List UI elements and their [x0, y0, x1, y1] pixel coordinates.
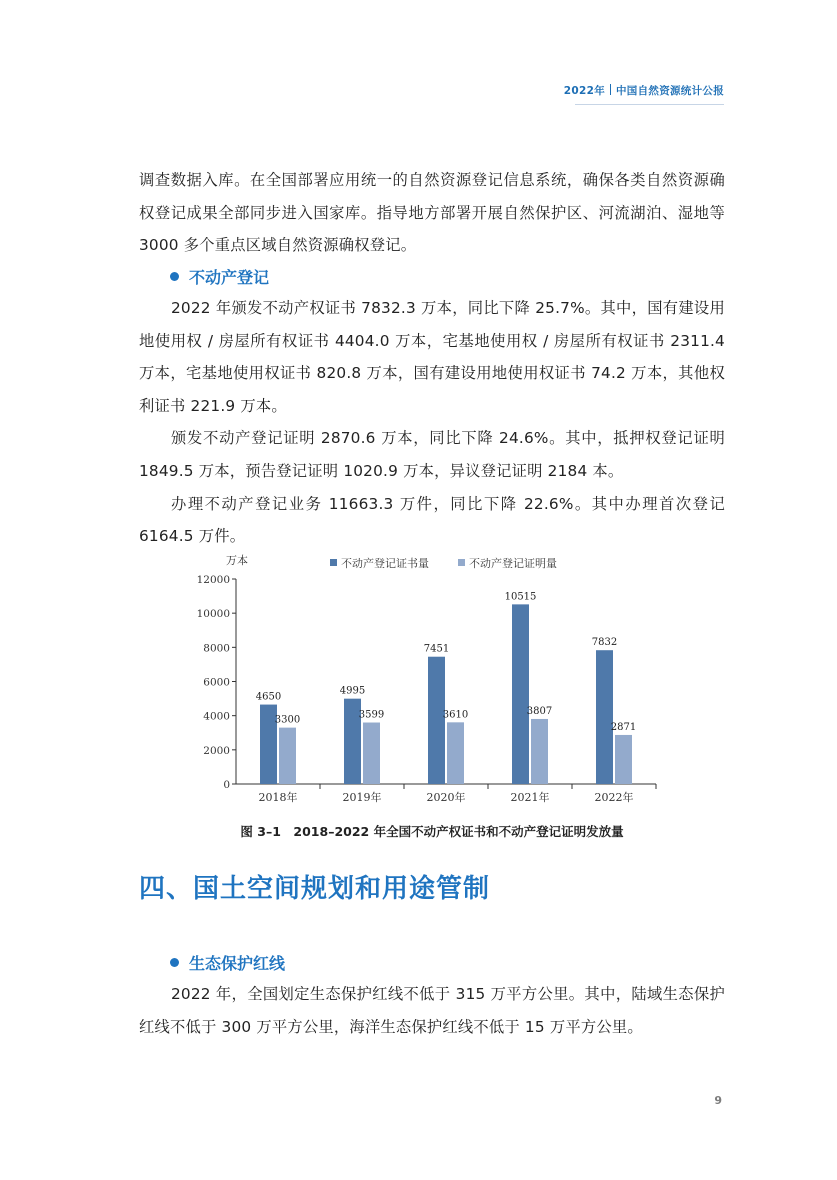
data-label: 10515	[504, 591, 537, 603]
x-tick-label: 2019年	[342, 791, 382, 804]
y-tick-label: 2000	[203, 744, 230, 757]
y-axis-label: 万本	[226, 554, 248, 567]
data-label: 3599	[358, 709, 385, 721]
bar-certifications	[363, 723, 380, 784]
data-label: 4995	[339, 685, 366, 697]
y-tick-label: 6000	[203, 676, 230, 689]
heading-real-estate-label: 不动产登记	[189, 268, 270, 287]
y-tick-label: 10000	[196, 608, 230, 621]
bar-chart	[180, 548, 700, 818]
x-tick-label: 2022年	[594, 791, 634, 804]
legend-swatch-1	[458, 559, 465, 566]
y-tick-label: 4000	[203, 710, 230, 723]
paragraph-certificates: 2022 年颁发不动产权证书 7832.3 万本，同比下降 25.7%。其中，国有建设用地使用权 / 房屋所有权证书 4404.0 万本，宅基地使用权 / 房屋所有权证书 2311.4 万本，宅基地使用权证书 820.8 万本，国有建设用地使用权证书 74.2 万本，其他权利证书 221.9 万本。	[139, 299, 725, 415]
bar-certifications	[531, 719, 548, 784]
header-year: 2022年	[563, 85, 605, 97]
data-label: 7832	[591, 637, 618, 649]
data-label: 2871	[610, 721, 637, 733]
heading-ecological-redline-label: 生态保护红线	[189, 954, 286, 973]
legend-label-0: 不动产登记证书量	[341, 557, 429, 570]
data-label: 3807	[526, 705, 553, 717]
paragraph-certifications: 颁发不动产登记证明 2870.6 万本，同比下降 24.6%。其中，抵押权登记证明 1849.5 万本，预告登记证明 1020.9 万本，异议登记证明 2184 本。	[139, 429, 725, 480]
top-text-block	[139, 164, 725, 262]
bullet-dot-icon	[170, 958, 179, 967]
header-separator	[610, 84, 611, 95]
bar-certifications	[615, 735, 632, 784]
paragraph-business: 办理不动产登记业务 11663.3 万件，同比下降 22.6%。其中办理首次登记 6164.5 万件。	[139, 494, 725, 546]
x-tick-label: 2018年	[258, 791, 298, 804]
x-tick-label: 2020年	[426, 791, 466, 804]
bar-certificates	[512, 604, 529, 784]
x-tick-label: 2021年	[510, 791, 550, 804]
legend-swatch-0	[330, 559, 337, 566]
chart-caption: 图 3–1 2018–2022 年全国不动产权证书和不动产登记证明发放量	[240, 824, 624, 839]
paragraph-redline: 2022 年，全国划定生态保护红线不低于 315 万平方公里。其中，陆域生态保护红线不低于 300 万平方公里，海洋生态保护红线不低于 15 万平方公里。	[139, 985, 725, 1036]
ecological-text-block	[139, 978, 725, 1043]
bar-certificates	[596, 650, 613, 784]
header-rule	[575, 104, 724, 105]
bar-certifications	[279, 728, 296, 784]
chart-svg	[180, 548, 700, 818]
data-label: 4650	[255, 691, 282, 703]
data-label: 3610	[442, 709, 469, 721]
y-tick-label: 12000	[196, 574, 230, 586]
heading-ecological-redline	[170, 951, 285, 974]
page-header	[564, 83, 724, 98]
data-label: 7451	[423, 643, 450, 655]
page-number: 9	[714, 1094, 722, 1107]
paragraph-registration-continued: 调查数据入库。在全国部署应用统一的自然资源登记信息系统，确保各类自然资源确权登记成果全部同步进入国家库。指导地方部署开展自然保护区、河流湖泊、湿地等 3000 多个重点区域自然资源确权登记。	[139, 171, 725, 255]
bar-certificates	[428, 657, 445, 784]
legend-label-1: 不动产登记证明量	[469, 557, 557, 570]
data-label: 3300	[274, 714, 301, 726]
y-tick-label: 0	[223, 779, 230, 791]
header-title: 中国自然资源统计公报	[616, 85, 724, 97]
y-tick-label: 8000	[203, 642, 230, 655]
bar-certifications	[447, 722, 464, 784]
heading-real-estate-registration	[170, 265, 269, 288]
bullet-dot-icon	[170, 272, 179, 281]
section-title-spatial-planning: 四、国土空间规划和用途管制	[139, 874, 491, 904]
real-estate-text-block	[139, 292, 725, 553]
